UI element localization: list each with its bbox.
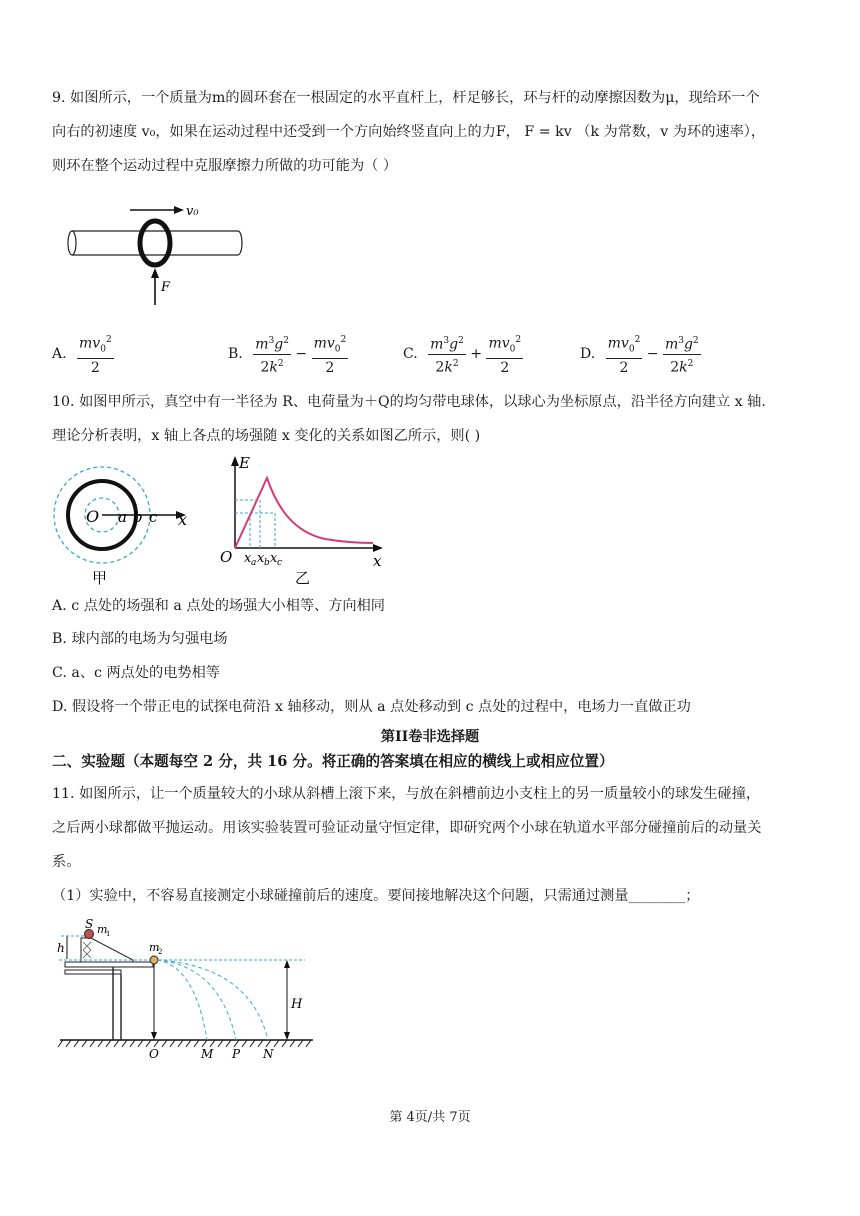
q9-option-c[interactable]: C. $\frac{m^3g^2}{2k^2}$ + $\frac{mv_0^2}{2}$: [403, 331, 523, 377]
q11-collision-apparatus: [55, 918, 325, 1063]
option-c-label: C.: [403, 346, 418, 363]
q10-option-a[interactable]: A. c 点处的场强和 a 点处的场强大小相等、方向相同: [52, 598, 385, 614]
q11-line-2: 之后两小球都做平抛运动。用该实验装置可验证动量守恒定律，即研究两个小球在轨道水平部分碰撞前后的动量关: [52, 820, 762, 836]
page-footer: 第 4页/共 7页: [389, 1110, 471, 1125]
xa-label: x: [244, 551, 252, 566]
label-m2-sub: 2: [158, 948, 163, 956]
label-H: H: [291, 997, 303, 1012]
label-N: N: [263, 1047, 274, 1061]
label-M: M: [201, 1047, 214, 1061]
label-O: O: [149, 1047, 159, 1061]
q9-line-1: 9. 如图所示，一个质量为m的圆环套在一根固定的水平直杆上，杆足够长，环与杆的动摩擦因数为μ，现给环一个: [52, 90, 760, 106]
point-b-label: b: [133, 508, 143, 526]
option-b-label: B.: [228, 346, 243, 363]
q10-option-d[interactable]: D. 假设将一个带正电的试探电荷沿 x 轴移动，则从 a 点处移动到 c 点处的过程中，电场力一直做正功: [52, 699, 691, 715]
figure-yi-caption: 乙: [295, 569, 311, 587]
xc-label: x: [270, 551, 278, 566]
q10-field-graph: [215, 452, 390, 587]
figure-jia-caption: 甲: [92, 569, 108, 587]
q9-ring-rod-figure: [60, 195, 260, 310]
xa-subscript: a: [251, 558, 257, 568]
label-m2: m: [149, 941, 160, 954]
option-a-label: A.: [52, 346, 67, 363]
volume-2-heading: 第II卷非选择题: [380, 729, 480, 745]
q10-option-b[interactable]: B. 球内部的电场为匀强电场: [52, 631, 228, 647]
xb-label: x: [257, 551, 265, 566]
q9-line-2: 向右的初速度 v₀，如果在运动过程中还受到一个方向始终竖直向上的力F， F = kv （k 为常数，v 为环的速率），: [52, 124, 766, 140]
origin-O-label: O: [86, 507, 100, 526]
experiment-section-heading: 二、实验题（本题每空 2 分，共 16 分。将正确的答案填在相应的横线上或相应位置）: [52, 753, 614, 770]
q10-line-2: 理论分析表明，x 轴上各点的场强随 x 变化的关系如图乙所示，则( ): [52, 428, 481, 444]
force-F-label: F: [161, 280, 171, 295]
xc-subscript: c: [277, 558, 283, 568]
q11-line-3: 系。: [52, 854, 81, 870]
point-a-label: a: [118, 508, 127, 526]
option-d-label: D.: [580, 346, 596, 363]
point-c-label: c: [149, 508, 158, 526]
x-axis-label-graph: x: [373, 552, 382, 570]
q11-subquestion-1: （1）实验中，不容易直接测定小球碰撞前后的速度。要间接地解决这个问题，只需通过测量________；: [52, 888, 700, 904]
q10-sphere-figure: [50, 455, 200, 590]
label-m1-sub: 1: [106, 930, 111, 938]
E-axis-label: E: [239, 454, 250, 472]
q10-option-c[interactable]: C. a、c 两点处的电势相等: [52, 665, 220, 681]
label-h: h: [57, 941, 65, 955]
label-P: P: [232, 1047, 241, 1061]
q9-option-d[interactable]: D. $\frac{mv_0^2}{2}$ − $\frac{m^3g^2}{2k^2}$: [580, 331, 701, 377]
label-S: S: [85, 918, 94, 931]
v0-label: v₀: [186, 204, 199, 219]
graph-origin-label: O: [220, 548, 233, 566]
xb-subscript: b: [264, 558, 270, 568]
x-axis-label: x: [178, 510, 188, 529]
q10-line-1: 10. 如图甲所示，真空中有一半径为 R、电荷量为＋Q的均匀带电球体，以球心为坐标原点，沿半径方向建立 x 轴.: [52, 394, 766, 410]
q9-line-3: 则环在整个运动过程中克服摩擦力所做的功可能为（ ）: [52, 158, 398, 174]
q9-option-a[interactable]: A. $\frac{mv_0^2}{2}$: [52, 331, 114, 377]
q9-option-b[interactable]: B. $\frac{m^3g^2}{2k^2}$ − $\frac{mv_0^2}{2}$: [228, 331, 348, 377]
label-m1: m: [97, 923, 108, 936]
q11-line-1: 11. 如图所示，让一个质量较大的小球从斜槽上滚下来，与放在斜槽前边小支柱上的另一质量较小的球发生碰撞，: [52, 786, 761, 802]
